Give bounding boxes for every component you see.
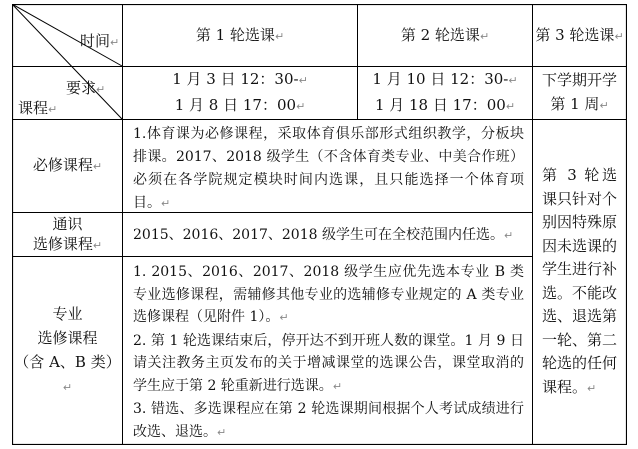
paragraph-mark: ↵ bbox=[614, 29, 624, 43]
paragraph-mark: ↵ bbox=[279, 311, 289, 324]
row-required-label: 必修课程 bbox=[32, 156, 93, 174]
paragraph-mark: ↵ bbox=[92, 160, 103, 173]
paragraph-mark: ↵ bbox=[62, 380, 73, 394]
round-2-title-cell bbox=[358, 5, 532, 66]
corner-course-text: 课程 bbox=[18, 99, 49, 117]
row-required-content: 1.体育课为必修课程，采取体育俱乐部形式组织教学，分板块排课。2017、2018 级学生（不含体育类专业、中美合作班）必须在各学院规定模块时间内选课，且只能选择一个体育项目。 bbox=[133, 126, 524, 211]
corner-requirement-text: 要求 bbox=[66, 79, 97, 97]
paragraph-mark: ↵ bbox=[92, 238, 103, 252]
round-3-period-cell bbox=[533, 67, 626, 119]
paragraph-mark: ↵ bbox=[503, 229, 514, 242]
round-1-period-start: 1 月 3 日 12：30- bbox=[172, 70, 299, 88]
round-1-title-cell bbox=[123, 5, 357, 66]
corner-label-requirement bbox=[66, 76, 105, 102]
row-professional-label-cell bbox=[13, 257, 122, 444]
row-general-label-line1: 通识 bbox=[52, 214, 83, 233]
paragraph-mark: ↵ bbox=[479, 29, 490, 43]
round-3-title-cell bbox=[533, 5, 626, 66]
paragraph-mark: ↵ bbox=[110, 36, 120, 49]
row-general-content: 2015、2016、2017、2018 级学生可在全校范围内任选。 bbox=[133, 227, 504, 243]
round-3-note: 第 3 轮选课只针对个别因特殊原因未选课的学生进行补选。不能改选、退选第一轮、第二轮选的任何课程。 bbox=[542, 166, 618, 396]
round-3-note-cell bbox=[533, 120, 626, 444]
paragraph-mark: ↵ bbox=[505, 100, 516, 113]
paragraph-mark: ↵ bbox=[587, 381, 597, 395]
corner-label-course bbox=[18, 96, 57, 122]
round-2-title: 第 2 轮选课 bbox=[400, 25, 480, 44]
paragraph-mark: ↵ bbox=[96, 83, 106, 96]
paragraph-mark: ↵ bbox=[274, 29, 285, 43]
round-2-period-end: 1 月 18 日 17：00 bbox=[374, 96, 506, 114]
row-required-content-cell bbox=[123, 120, 532, 212]
paragraph-mark: ↵ bbox=[296, 100, 306, 113]
paragraph-mark: ↵ bbox=[48, 103, 58, 116]
row-professional-item-2: 2. 第 1 轮选课结束后，停开达不到开班人数的课堂。1 月 9 日请关注教务主页发布的关于增减课堂的选课公告，课堂取消的学生应于第 2 轮重新进行选课。 bbox=[133, 332, 524, 394]
round-3-period-start: 下学期开学 bbox=[541, 71, 617, 89]
row-general-label-line2: 选修课程 bbox=[32, 234, 93, 253]
round-3-period-end: 第 1 周 bbox=[550, 95, 600, 113]
paragraph-mark: ↵ bbox=[217, 425, 227, 439]
corner-label-time bbox=[80, 29, 119, 55]
round-1-period-end: 1 月 8 日 17：00 bbox=[174, 96, 297, 114]
row-general-content-cell bbox=[123, 213, 532, 256]
row-professional-label-line3: （含 A、B 类） bbox=[14, 352, 121, 371]
round-2-period-start: 1 月 10 日 12：30- bbox=[372, 70, 509, 88]
row-professional-item-3: 3. 错选、多选课程应在第 2 轮选课期间根据个人考试成绩进行改选、退选。 bbox=[133, 401, 524, 440]
paragraph-mark: ↵ bbox=[161, 197, 171, 210]
row-general-label-cell bbox=[13, 213, 122, 256]
course-selection-table bbox=[12, 4, 627, 445]
row-required-label-cell bbox=[13, 120, 122, 212]
paragraph-mark: ↵ bbox=[508, 74, 518, 87]
corner-time-text: 时间 bbox=[80, 32, 111, 50]
paragraph-mark: ↵ bbox=[332, 379, 343, 393]
round-1-title: 第 1 轮选课 bbox=[195, 25, 275, 44]
round-1-period-cell bbox=[123, 67, 357, 119]
paragraph-mark: ↵ bbox=[298, 74, 308, 87]
row-professional-label-line2: 选修课程 bbox=[37, 328, 98, 347]
row-professional-item-1: 1. 2015、2016、2017、2018 级学生应优先选本专业 B 类专业选修课程，需辅修其他专业的选辅修专业规定的 A 类专业选修课程（见附件 1）。 bbox=[133, 264, 524, 325]
row-professional-label-line1: 专业 bbox=[52, 304, 83, 323]
paragraph-mark: ↵ bbox=[599, 99, 609, 112]
round-2-period-cell bbox=[358, 67, 532, 119]
round-3-title: 第 3 轮选课 bbox=[535, 25, 615, 44]
row-professional-content-cell bbox=[123, 257, 532, 444]
